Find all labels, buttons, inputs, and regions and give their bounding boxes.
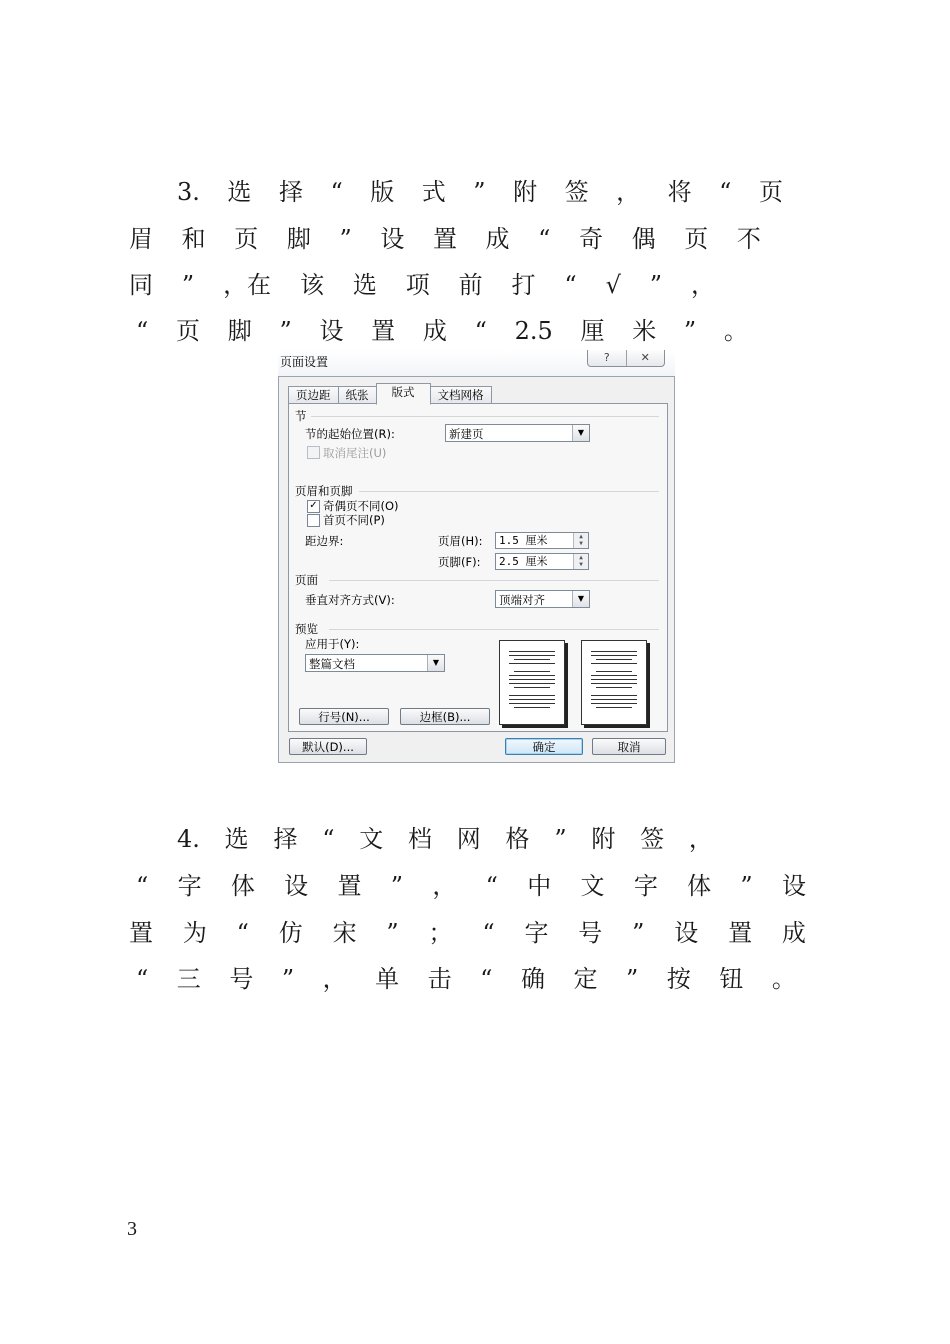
text-glyph: 和 (181, 225, 206, 253)
para4-line1 (177, 824, 713, 854)
text-glyph: 签 (640, 825, 665, 853)
text-glyph: 置 (371, 317, 396, 345)
header-distance-label: 页眉(H): (438, 534, 483, 548)
text-glyph: “ (330, 178, 343, 206)
text-glyph: 签 (564, 178, 589, 206)
text-glyph: ， (690, 271, 715, 299)
header-distance-input[interactable] (495, 532, 589, 549)
header-distance-value: 1.5 厘米 (499, 534, 548, 547)
section-start-select[interactable] (445, 424, 590, 442)
para3-line1 (177, 177, 783, 207)
first-page-label: 首页不同(P) (323, 513, 385, 527)
cancel-button[interactable]: 取消 (592, 738, 666, 755)
text-glyph: ， (322, 965, 347, 993)
page-setup-dialog (278, 350, 675, 763)
line-numbers-button[interactable]: 行号(N)... (299, 708, 389, 725)
chevron-down-icon[interactable]: ▼ (572, 425, 589, 441)
apply-to-value: 整篇文档 (309, 657, 355, 671)
text-glyph: ” (632, 919, 645, 947)
text-glyph: 字 (177, 872, 202, 900)
text-glyph: “ (538, 225, 551, 253)
text-glyph: ” (390, 872, 404, 900)
spinner-icon[interactable]: ▲ ▼ (573, 533, 588, 548)
valign-select[interactable] (495, 590, 590, 608)
text-glyph: 脚 (227, 317, 252, 345)
text-glyph: ， (432, 872, 457, 900)
chevron-down-icon[interactable]: ▼ (572, 591, 589, 607)
text-glyph: 设 (781, 872, 806, 900)
text-glyph: 网 (456, 825, 481, 853)
text-glyph: ” (554, 825, 567, 853)
text-glyph: 前 (458, 271, 483, 299)
text-glyph: 页 (234, 225, 259, 253)
footer-distance-input[interactable] (495, 553, 589, 570)
tab-margins[interactable]: 页边距 (288, 386, 339, 405)
text-glyph: ” (683, 317, 697, 345)
text-glyph: 确 (520, 965, 545, 993)
text-glyph: 米 (632, 317, 657, 345)
text-glyph: 2.5 (514, 317, 553, 345)
page-heading: 页面 (295, 573, 318, 587)
text-glyph: 附 (591, 825, 616, 853)
text-glyph: “ (136, 317, 149, 345)
page-number: 3 (127, 1218, 137, 1240)
divider (329, 580, 659, 581)
para3-line4 (136, 316, 748, 346)
apply-to-label: 应用于(Y): (305, 637, 360, 651)
text-glyph: 字 (524, 919, 549, 947)
text-glyph: “ (474, 317, 487, 345)
divider (329, 629, 659, 630)
text-glyph: ” (279, 317, 292, 345)
text-glyph: √ (605, 271, 621, 299)
text-glyph: 选 (224, 825, 249, 853)
text-glyph: 号 (578, 919, 603, 947)
valign-label: 垂直对齐方式(V): (305, 593, 395, 607)
text-glyph: 式 (421, 178, 446, 206)
text-glyph: 设 (674, 919, 699, 947)
text-glyph: ” (740, 872, 753, 900)
text-glyph: “ (236, 919, 249, 947)
apply-to-select[interactable] (305, 654, 445, 672)
text-glyph: ” (473, 178, 486, 206)
section-start-value: 新建页 (449, 427, 484, 441)
text-glyph: 厘 (580, 317, 605, 345)
text-glyph: ” (339, 225, 352, 253)
text-glyph: ” (181, 271, 195, 299)
text-glyph: 字 (633, 872, 658, 900)
text-glyph: 格 (505, 825, 530, 853)
odd-even-label: 奇偶页不同(O) (323, 499, 399, 513)
preview-heading: 预览 (295, 622, 318, 636)
text-glyph: 3. (177, 178, 200, 206)
dialog-body (278, 376, 675, 763)
text-glyph: 眉 (129, 225, 153, 253)
tab-layout[interactable]: 版式 (376, 383, 431, 405)
text-glyph: 宋 (332, 919, 357, 947)
ok-button[interactable]: 确定 (505, 738, 583, 755)
text-glyph: 定 (573, 965, 598, 993)
text-glyph: 三 (176, 965, 201, 993)
text-glyph: ” (281, 965, 295, 993)
text-glyph: ” (626, 965, 639, 993)
first-page-checkbox[interactable] (307, 514, 320, 527)
preview-page-right (581, 640, 647, 725)
text-glyph: 设 (319, 317, 344, 345)
endnote-checkbox[interactable] (307, 446, 320, 459)
text-glyph: 页 (758, 178, 783, 206)
text-glyph: 择 (278, 178, 303, 206)
dialog-titlebar (278, 350, 675, 376)
text-glyph: 钮 (719, 965, 744, 993)
text-glyph: ” (386, 919, 399, 947)
text-glyph: 号 (229, 965, 254, 993)
text-glyph: “ (136, 872, 149, 900)
text-glyph: “ (719, 178, 732, 206)
para4-line2 (136, 871, 806, 901)
text-glyph: 成 (422, 317, 447, 345)
footer-distance-label: 页脚(F): (438, 555, 481, 569)
close-icon[interactable]: ✕ (626, 350, 665, 366)
text-glyph: “ (322, 825, 335, 853)
text-glyph: 按 (666, 965, 691, 993)
para3-line2 (129, 224, 761, 254)
odd-even-checkbox[interactable]: ✓ (307, 500, 320, 513)
text-glyph: 为 (182, 919, 207, 947)
text-glyph: 文 (359, 825, 384, 853)
default-button[interactable]: 默认(D)... (289, 738, 367, 755)
text-glyph: 文 (580, 872, 605, 900)
dialog-title: 页面设置 (280, 355, 329, 369)
text-glyph: 中 (527, 872, 552, 900)
text-glyph: “ (564, 271, 577, 299)
text-glyph: 置 (432, 225, 457, 253)
text-glyph: 脚 (286, 225, 311, 253)
text-glyph: 体 (230, 872, 255, 900)
text-glyph: 设 (284, 872, 309, 900)
text-glyph: 偶 (631, 225, 656, 253)
endnote-label: 取消尾注(U) (323, 446, 387, 460)
text-glyph: 置 (337, 872, 362, 900)
section-heading: 节 (295, 409, 307, 423)
text-glyph: 。 (723, 317, 748, 345)
text-glyph: 。 (771, 965, 796, 993)
help-icon[interactable]: ? (603, 351, 610, 364)
text-glyph: “ (485, 872, 498, 900)
text-glyph: ，在 (223, 271, 272, 299)
text-glyph: “ (136, 965, 149, 993)
margin-label: 距边界: (305, 534, 344, 548)
divider (359, 491, 659, 492)
text-glyph: 页 (176, 317, 200, 345)
text-glyph: 选 (352, 271, 377, 299)
text-glyph: 成 (781, 919, 806, 947)
text-glyph: 选 (227, 178, 252, 206)
text-glyph: 档 (408, 825, 433, 853)
text-glyph: 该 (299, 271, 324, 299)
text-glyph: 择 (273, 825, 298, 853)
text-glyph: 奇 (579, 225, 604, 253)
text-glyph: ， (616, 178, 641, 206)
chevron-down-icon[interactable]: ▼ (427, 655, 444, 671)
text-glyph: 置 (728, 919, 753, 947)
para3-line3 (129, 270, 715, 300)
para4-line4 (136, 964, 796, 994)
divider (311, 416, 659, 417)
text-glyph: “ (482, 919, 495, 947)
text-glyph: 页 (684, 225, 709, 253)
footer-distance-value: 2.5 厘米 (499, 555, 548, 568)
header-footer-heading: 页眉和页脚 (295, 484, 353, 498)
section-start-label: 节的起始位置(R): (305, 427, 395, 441)
tab-strip (288, 383, 491, 405)
text-glyph: 附 (513, 178, 538, 206)
text-glyph: 设 (380, 225, 405, 253)
text-glyph: 打 (511, 271, 536, 299)
para4-line3 (129, 918, 806, 948)
text-glyph: ， (688, 825, 713, 853)
layout-panel (288, 403, 668, 732)
text-glyph: 体 (687, 872, 712, 900)
tab-doc-grid[interactable]: 文档网格 (430, 386, 492, 405)
text-glyph: 击 (427, 965, 452, 993)
spinner-icon[interactable]: ▲ ▼ (573, 554, 588, 569)
tab-paper[interactable]: 纸张 (338, 386, 377, 405)
text-glyph: 不 (736, 225, 761, 253)
text-glyph: 仿 (278, 919, 303, 947)
text-glyph: 4. (177, 825, 200, 853)
text-glyph: 版 (370, 178, 395, 206)
text-glyph: 项 (405, 271, 430, 299)
text-glyph: 成 (485, 225, 510, 253)
borders-button[interactable]: 边框(B)... (400, 708, 490, 725)
text-glyph: ； (428, 919, 453, 947)
preview-page-left (499, 640, 565, 725)
text-glyph: 置 (129, 919, 153, 947)
text-glyph: 将 (667, 178, 692, 206)
text-glyph: 同 (129, 271, 153, 299)
titlebar-buttons (587, 350, 665, 367)
text-glyph: 单 (375, 965, 400, 993)
valign-value: 顶端对齐 (499, 593, 545, 607)
text-glyph: ” (649, 271, 663, 299)
text-glyph: “ (480, 965, 493, 993)
